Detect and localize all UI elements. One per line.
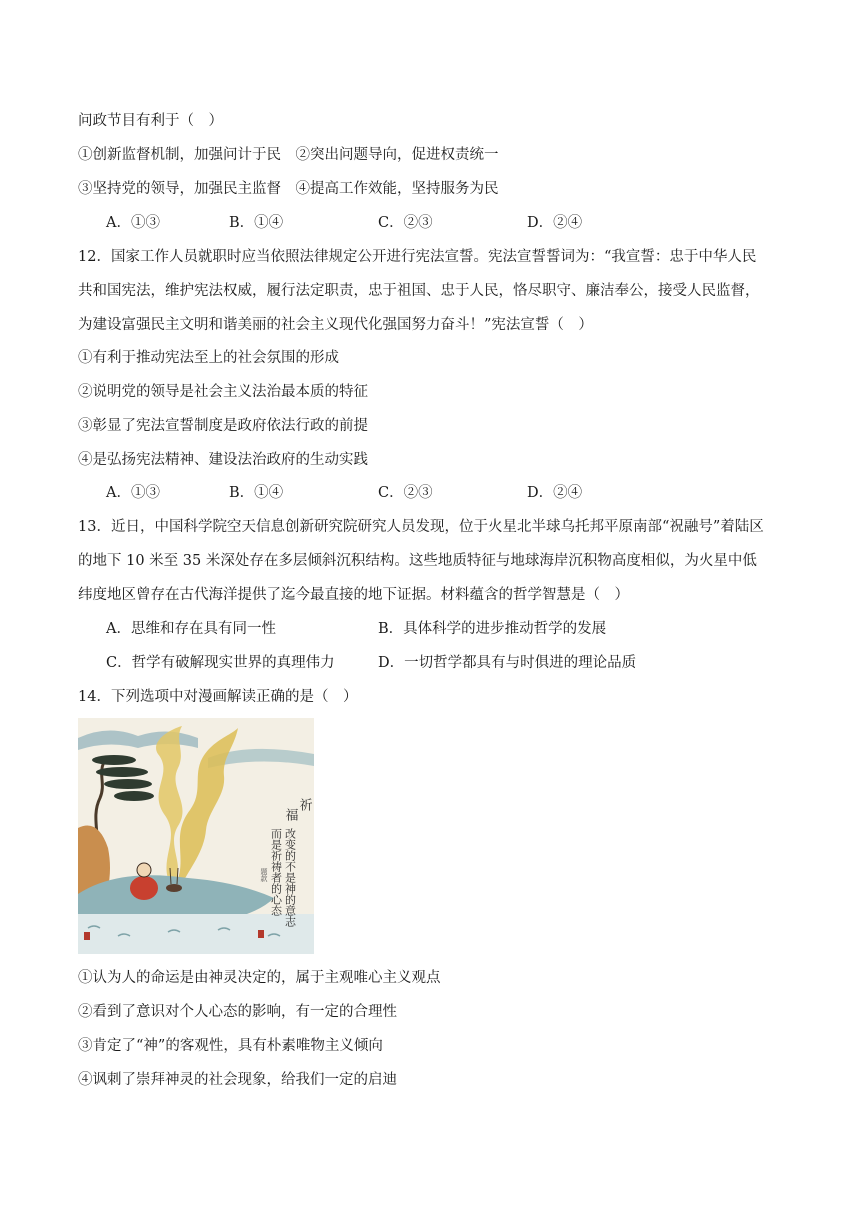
- q13-stem-line1: 13．近日，中国科学院空天信息创新研究院研究人员发现，位于火星北半球乌托邦平原南部“祝融号”着陆区: [78, 519, 764, 535]
- needle-cluster: [92, 755, 136, 765]
- calligraphy-line-2: 而是祈祷者的心态: [269, 828, 283, 916]
- q11-option-c[interactable]: C．②③: [378, 215, 433, 231]
- q11-statements-2: ③坚持党的领导，加强民主监督 ④提高工作效能，坚持服务为民: [78, 181, 499, 197]
- figure-body-shape: [130, 876, 158, 900]
- q13-option-a[interactable]: A．思维和存在具有同一性: [106, 621, 276, 637]
- seal-stamp: [258, 930, 264, 938]
- q12-options: [106, 483, 806, 503]
- q12-option-d[interactable]: D．②④: [527, 485, 583, 501]
- q12-stem-line3: 为建设富强民主文明和谐美丽的社会主义现代化强国努力奋斗！”宪法宣誓（ ）: [78, 317, 593, 333]
- water-shape: [78, 914, 314, 954]
- calligraphy-line-1: 改变的不是神的意志: [283, 828, 297, 927]
- incense-burner-shape: [166, 884, 182, 892]
- q12-statement-3: ③彰显了宪法宣誓制度是政府依法行政的前提: [78, 418, 368, 434]
- q13-stem-line2: 的地下 10 米至 35 米深处存在多层倾斜沉积结构。这些地质特征与地球海岸沉积物高度相似，为火星中低: [78, 553, 757, 569]
- q11-option-b[interactable]: B．①④: [229, 215, 284, 231]
- q13-options-row1: [106, 619, 806, 639]
- q11-option-d[interactable]: D．②④: [527, 215, 583, 231]
- needle-cluster: [96, 767, 148, 777]
- needle-cluster: [114, 791, 154, 801]
- q11-statements-1: ①创新监督机制，加强问计于民 ②突出问题导向，促进权责统一: [78, 147, 499, 163]
- q14-statement-4: ④讽刺了崇拜神灵的社会现象，给我们一定的启迪: [78, 1072, 397, 1088]
- q14-stem: 14．下列选项中对漫画解读正确的是（ ）: [78, 689, 358, 705]
- q12-statement-4: ④是弘扬宪法精神、建设法治政府的生动实践: [78, 452, 368, 468]
- calligraphy-signature: 题款: [260, 868, 268, 882]
- seal-stamp: [84, 932, 90, 940]
- q12-option-a[interactable]: A．①③: [106, 485, 160, 501]
- q13-option-c[interactable]: C．哲学有破解现实世界的真理伟力: [106, 655, 335, 671]
- needle-cluster: [104, 779, 152, 789]
- q12-statement-1: ①有利于推动宪法至上的社会氛围的形成: [78, 350, 339, 366]
- q14-statement-2: ②看到了意识对个人心态的影响，有一定的合理性: [78, 1004, 397, 1020]
- q12-statement-2: ②说明党的领导是社会主义法治最本质的特征: [78, 384, 368, 400]
- q13-option-d[interactable]: D．一切哲学都具有与时俱进的理论品质: [378, 655, 637, 671]
- q11-stem-tail: 问政节目有利于（ ）: [78, 113, 223, 129]
- q11-option-a[interactable]: A．①③: [106, 215, 160, 231]
- q13-options-row2: [106, 653, 806, 673]
- calligraphy-title-2: 福: [282, 808, 298, 821]
- q12-stem-line2: 共和国宪法，维护宪法权威，履行法定职责，忠于祖国、忠于人民，恪尽职守、廉洁奉公，接受人民监督，: [78, 283, 760, 299]
- q14-statement-1: ①认为人的命运是由神灵决定的，属于主观唯心主义观点: [78, 970, 441, 986]
- q12-option-b[interactable]: B．①④: [229, 485, 284, 501]
- q11-options: [106, 213, 806, 233]
- figure-head-shape: [137, 863, 151, 877]
- cartoon-illustration: [78, 718, 314, 954]
- q13-stem-line3: 纬度地区曾存在古代海洋提供了迄今最直接的地下证据。材料蕴含的哲学智慧是（ ）: [78, 587, 629, 603]
- calligraphy-title-1: 祈: [296, 798, 312, 811]
- q13-option-b[interactable]: B．具体科学的进步推动哲学的发展: [378, 621, 607, 637]
- cartoon-svg: [78, 718, 314, 954]
- q12-option-c[interactable]: C．②③: [378, 485, 433, 501]
- q12-stem-line1: 12．国家工作人员就职时应当依照法律规定公开进行宪法宣誓。宪法宣誓誓词为：“我宣誓：忠于中华人民: [78, 249, 757, 265]
- q14-statement-3: ③肯定了“神”的客观性，具有朴素唯物主义倾向: [78, 1038, 383, 1054]
